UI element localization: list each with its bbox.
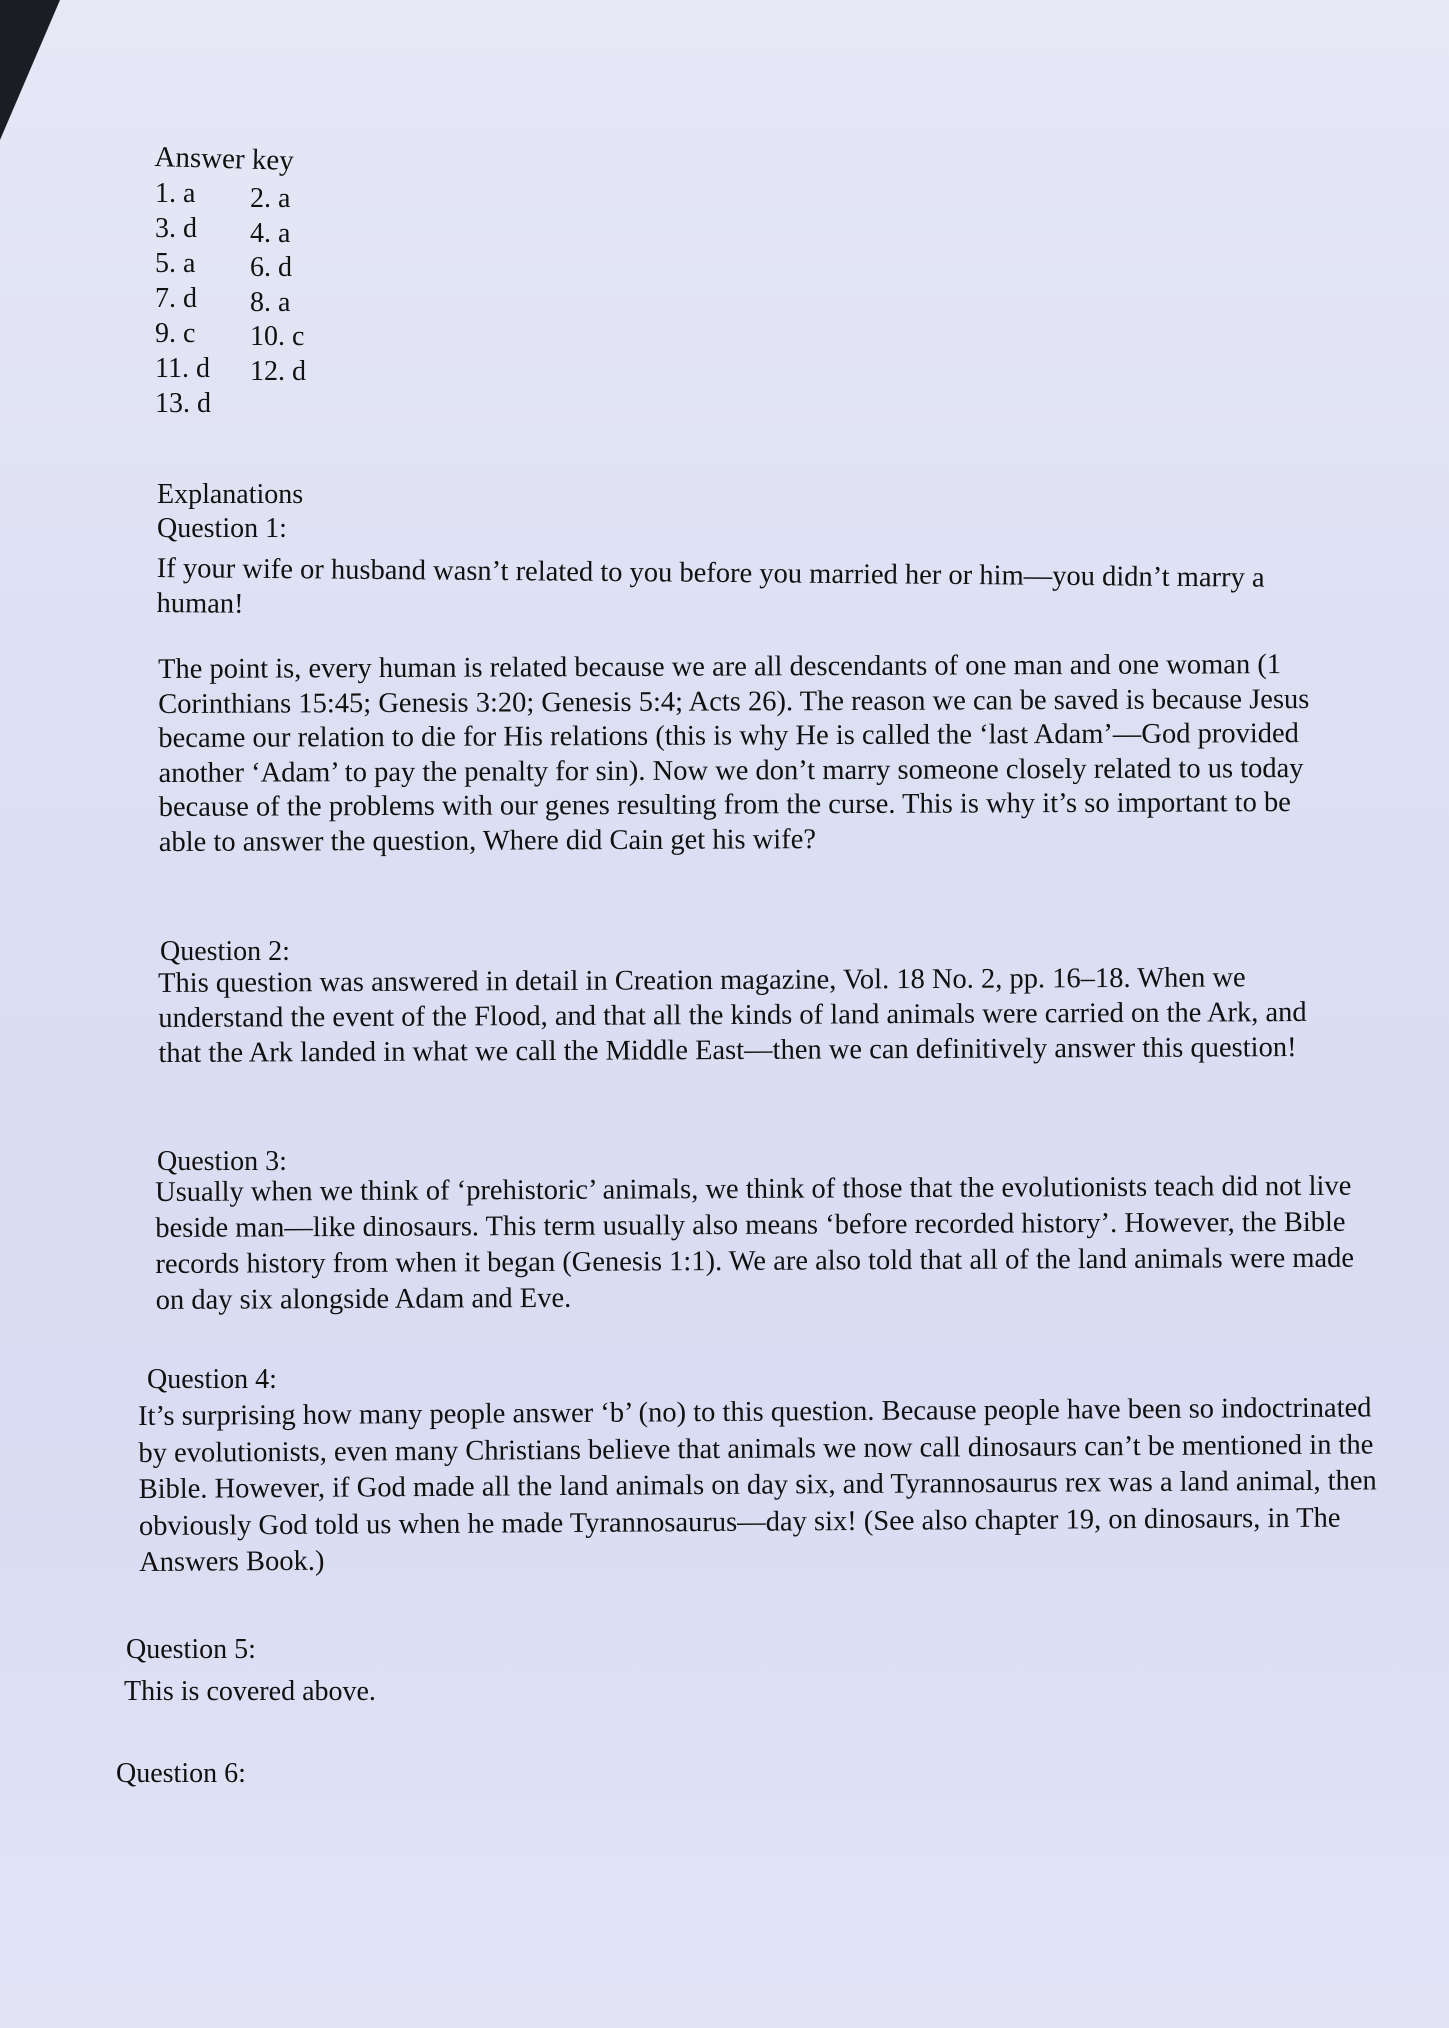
answer-item: 2. a — [250, 183, 291, 214]
question-3-label: Question 3: — [157, 1146, 287, 1177]
answer-item: 12. d — [250, 356, 306, 387]
answer-item: 10. c — [250, 321, 305, 352]
question-5-label: Question 5: — [126, 1634, 256, 1665]
question-1-label: Question 1: — [157, 513, 287, 544]
answer-item: 4. a — [250, 218, 291, 249]
answer-item: 7. d — [155, 283, 197, 314]
question-2-label: Question 2: — [160, 936, 290, 967]
question-6-label: Question 6: — [116, 1758, 246, 1789]
question-2-text: This question was answered in detail in Creation magazine, Vol. 18 No. 2, pp. 16–18. When we understand the event of the Flood, and that all the kinds of land animals were carried on the Ark, and that the Ark landed in what we call the Middle East—then we can definitively answer this question! — [158, 962, 1307, 1069]
answer-item: 11. d — [155, 353, 210, 384]
answer-item: 3. d — [155, 213, 197, 244]
answer-key-row — [155, 281, 306, 316]
answer-item: 5. a — [155, 248, 196, 279]
answer-key-title: Answer key — [154, 140, 295, 177]
question-1-text: If your wife or husband wasn’t related to you before you married her or him—you didn’t marry a human! — [156, 552, 1265, 620]
answer-key-row — [155, 351, 306, 386]
question-4-text: It’s surprising how many people answer ‘b’ (no) to this question. Because people have been so indoctrinated by evolutionists, even many Christians believe that animals we now call dinosaurs can’t be mentioned in the Bible. However, if God made all the land animals on day six, and Tyrannosaurus rex was a land animal, then obviously God told us when he made Tyrannosaurus—day six! (See also chapter 19, on dinosaurs, in The Answers Book.) — [138, 1392, 1377, 1578]
answer-key-row — [155, 246, 306, 281]
question-1-explanation: The point is, every human is related because we are all descendants of one man and one woman (1 Corinthians 15:45; Genesis 3:20; Genesis 5:4; Acts 26). The reason we can be saved is because Jesus became our relation to die for His relations (this is why He is called the ‘last Adam’—God provided another ‘Adam’ to pay the penalty for sin). Now we don’t marry someone closely related to us today because of the problems with our genes resulting from the curse. This is why it’s so important to be able to answer the question, Where did Cain get his wife? — [158, 649, 1310, 858]
explanations-heading: Explanations — [157, 479, 304, 510]
question-5-text: This is covered above. — [124, 1676, 376, 1707]
answer-key-list — [155, 176, 306, 421]
answer-item: 1. a — [155, 178, 196, 209]
answer-item: 9. c — [155, 318, 196, 349]
answer-key-row — [155, 386, 306, 421]
question-4-label: Question 4: — [147, 1364, 277, 1395]
answer-item: 13. d — [155, 388, 211, 419]
answer-key-row — [155, 176, 306, 214]
answer-key-row — [155, 211, 306, 249]
question-3-text: Usually when we think of ‘prehistoric’ animals, we think of those that the evolutionists teach did not live beside man—like dinosaurs. This term usually also means ‘before recorded history’. However, the Bible records history from when it began (Genesis 1:1). We are also told that all of the land animals were made on day six alongside Adam and Eve. — [155, 1170, 1355, 1316]
answer-item: 6. d — [250, 252, 292, 283]
answer-key-row — [155, 316, 306, 351]
answer-item: 8. a — [250, 287, 291, 318]
